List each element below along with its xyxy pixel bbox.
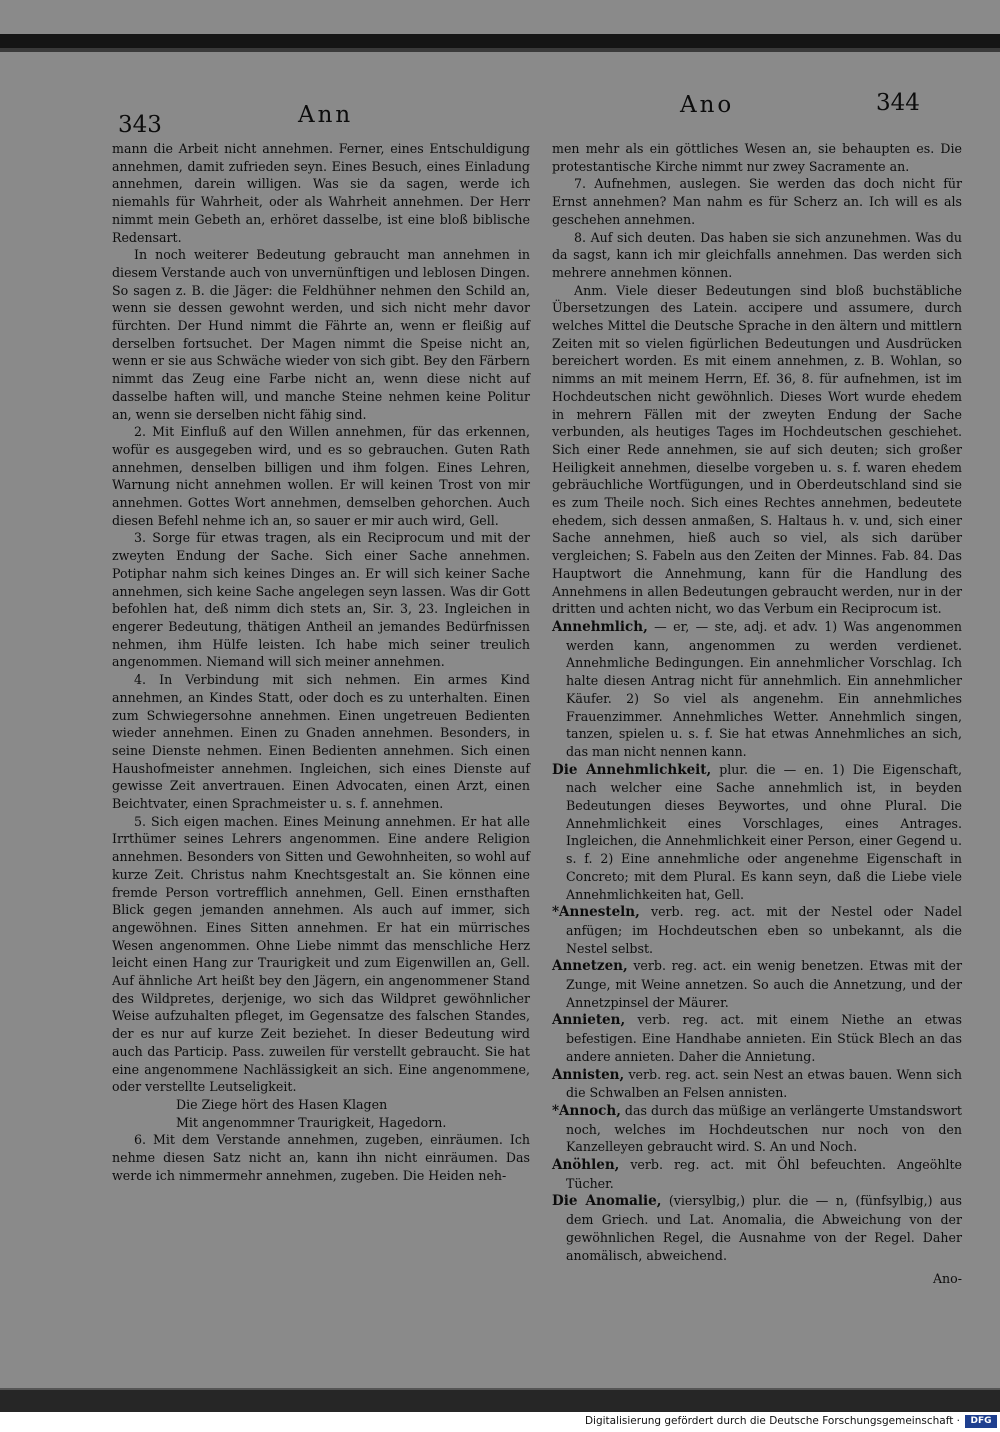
entry-text: verb. reg. act. sein Nest an etwas bauen. Wenn sich die Schwalben an Felsen annisten. <box>566 1066 962 1101</box>
right-paragraph: men mehr als ein göttliches Wesen an, sie behaupten es. Die protestantische Kirche nimmt nur zwey Sacramente an. <box>552 141 962 174</box>
right-paragraph: 7. Aufnehmen, auslegen. Sie werden das doch nicht für Ernst annehmen? Man nahm es für Scherz an. Ich will es als geschehen annehmen. <box>552 176 962 227</box>
entry-text: verb. reg. act. mit einem Niethe an etwas befestigen. Eine Handhabe annieten. Ein Stück Blech an das andere annieten. Daher die Annietung. <box>566 1012 962 1064</box>
right-page-body <box>552 140 962 1288</box>
right-page-header <box>552 88 962 140</box>
entry-text: das durch das müßige an verlängerte Umstandswort noch, welches im Hochdeutschen nur noch von den Kanzelleyen gebraucht wird. S. An und Noch. <box>566 1102 962 1155</box>
left-paragraph: In noch weiterer Bedeutung gebraucht man annehmen in diesem Verstande auch von unvernünftigen und leblosen Dingen. So sagen z. B. die Jäger: die Feldhühner nehmen den Schild an, wenn sie dessen gewohnt werden, und sich nicht mehr davor fürchten. Der Hund nimmt die Fährte an, wenn er fleißig auf derselben fortsuchet. Der Magen nimmt die Speise nicht an, wenn er sie aus Schwäche wieder von sich gibt. Bey den Färbern nimmt das Zeug eine Farbe nicht an, wenn diese nicht auf dasselbe haften will, und manche Steine nehmen keine Politur an, wenn sie derselben nicht fähig sind. <box>112 247 530 422</box>
entry-text: plur. die — en. 1) Die Eigenschaft, nach welcher eine Sache annehmlich ist, in beyden Bedeutungen dieses Beywortes, und ohne Plural. Die Annehmlichkeit eines Vorschlages, eines Antrages. Ingleichen, die Annehmlichkeit einer Person, einer Gegend u. s. f. 2) Eine annehmliche oder angenehme Eigenschaft in Concreto; mit dem Plural. Es kann seyn, daß die Liebe viele Annehmlichkeiten hat, Gell. <box>566 761 962 902</box>
scan-top-border-shadow <box>0 48 1000 52</box>
dictionary-entry <box>552 903 962 957</box>
dictionary-entry <box>552 761 962 904</box>
entry-headword: Die Annehmlichkeit, <box>552 761 712 778</box>
entry-headword: Anöhlen, <box>552 1157 620 1174</box>
verse-line: Die Ziege hört des Hasen Klagen <box>176 1096 388 1112</box>
dictionary-entry <box>552 1192 962 1264</box>
right-paragraph: 8. Auf sich deuten. Das haben sie sich anzunehmen. Was du da sagst, kann ich mir gleichfalls annehmen. Das werden sich mehrere annehmen können. <box>552 229 962 280</box>
left-paragraph: mann die Arbeit nicht annehmen. Ferner, eines Entschuldigung annehmen, damit zufrieden seyn. Eines Besuch, eines Einladung annehmen, darein willigen. Was sie da sagen, werde ich niemahls für Wahrheit, oder als Wahrheit annehmen. Der Herr nimmt mein Gebeth an, erhöret dasselbe, ist eine bloß biblische Redensart. <box>112 141 530 245</box>
entry-headword: *Annesteln, <box>552 904 640 921</box>
funding-notice: Digitalisierung gefördert durch die Deutsche Forschungsgemeinschaft · <box>584 1415 960 1427</box>
left-paragraph: 6. Mit dem Verstande annehmen, zugeben, einräumen. Ich nehme diesen Satz nicht an, kann ihn nicht einräumen. Das werde ich nimmermehr annehmen, zugeben. Die Heiden neh- <box>112 1132 530 1183</box>
entry-headword: *Annoch, <box>552 1102 621 1119</box>
left-page-header <box>112 88 530 140</box>
verse-line: Mit angenommner Traurigkeit, Hagedorn. <box>176 1114 447 1130</box>
entry-text: verb. reg. act. mit der Nestel oder Nadel anfügen; im Hochdeutschen eben so unbekannt, als die Nestel selbst. <box>566 904 962 956</box>
entry-headword: Die Anomalie, <box>552 1193 662 1210</box>
left-paragraph: 4. In Verbindung mit sich nehmen. Ein armes Kind annehmen, an Kindes Statt, oder doch es zu unterhalten. Einen zum Schwiegersohne annehmen. Einen ungetreuen Bedienten wieder annehmen. Einen zu Gnaden annehmen. Besonders, in seine Dienste nehmen. Einen Bedienten annehmen. Sich einen Haushofmeister annehmen. Ingleichen, sich eines Dienste auf gewisse Zeit anvertrauen. Einen Advocaten, einen Arzt, einen Beichtvater, einen Sprachmeister u. s. f. annehmen. <box>112 672 530 812</box>
left-paragraph: 3. Sorge für etwas tragen, als ein Reciprocum und mit der zweyten Endung der Sache. Sich einer Sache annehmen. Potiphar nahm sich keines Dinges an. Er will sich keiner Sache annehmen, sich keine Sache angelegen seyn lassen. Was dir Gott befohlen hat, deß nimm dich stets an, Sir. 3, 23. Ingleichen in engerer Bedeutung, thätigen Antheil an jemandes Bedürfnissen nehmen, ihm Hülfe leisten. Ich habe mich seiner treulich angenommen. Niemand will sich meiner annehmen. <box>112 530 530 670</box>
left-page <box>112 88 530 1184</box>
left-paragraph: 5. Sich eigen machen. Eines Meinung annehmen. Er hat alle Irrthümer seines Lehrers angenommen. Eine andere Religion annehmen. Besonders von Sitten und Gewohnheiten, so wohl auf kurze Zeit. Christus nahm Knechtsgestalt an. Sie können eine fremde Person vortrefflich annehmen, Gell. Einen ernsthaften Blick gegen jemanden annehmen. Als auch auf immer, sich angewöhnen. Eines Sitten annehmen. Er hat ein mürrisches Wesen angenommen. Ohne Liebe nimmt das menschliche Herz leicht einen Hang zur Traurigkeit und zum Eigenwillen an, Gell. Auf ähnliche Art heißt bey den Jägern, ein angenommener Stand des Wildpretes, derjenige, wo sich das Wildpret gewöhnlicher Weise aufzuhalten pfleget, im Gegensatze des falschen Standes, der es nur auf kurze Zeit beziehet. In dieser Bedeutung wird auch das Particip. Pass. zuweilen für verstellt gebraucht. Sie hat eine angenommene Nachlässigkeit an sich. Eine angenommene, oder verstellte Leutseligkeit. <box>112 813 530 1095</box>
dictionary-entry <box>552 957 962 1011</box>
entry-headword: Annetzen, <box>552 958 628 975</box>
dictionary-entry <box>552 1066 962 1102</box>
left-page-body <box>112 140 530 1184</box>
entry-text: (viersylbig,) plur. die — n, (fünfsylbig,) aus dem Griech. und Lat. Anomalia, die Abweichung von der gewöhnlichen Regel, die Ausnahme von der Regel. Daher anomälisch, abweichend. <box>566 1193 962 1263</box>
catchword: Ano- <box>932 1271 962 1287</box>
entry-headword: Annieten, <box>552 1012 626 1029</box>
scan-bottom-border <box>0 1390 1000 1412</box>
entry-text: verb. reg. act. ein wenig benetzen. Etwas mit der Zunge, mit Weine annetzen. So auch die Annetzung, und der Annetzpinsel der Mäurer. <box>566 958 962 1010</box>
digitization-footer <box>0 1412 1000 1432</box>
dfg-logo: DFG <box>965 1415 997 1428</box>
right-page-headword: Ano <box>680 92 735 118</box>
entry-headword: Annisten, <box>552 1066 625 1083</box>
left-page-number: 343 <box>118 112 162 138</box>
entry-text: — er, — ste, adj. et adv. 1) Was angenommen werden kann, angenommen zu werden verdienet. Annehmliche Bedingungen. Ein annehmlicher Vorschlag. Ich halte diesen Antrag nicht für annehmlich. Ein annehmlicher Käufer. 2) So viel als angenehm. Ein annehmliches Frauenzimmer. Annehmliches Wetter. Annehmlich singen, tanzen, spielen u. s. f. Sie hat etwas Annehmliches an sich, das man nicht nennen kann. <box>566 618 962 759</box>
entry-headword: Annehmlich, <box>552 618 648 635</box>
entry-text: verb. reg. act. mit Öhl befeuchten. Angeöhlte Tücher. <box>566 1157 962 1191</box>
scan-top-border <box>0 34 1000 48</box>
right-page-number: 344 <box>876 90 920 116</box>
left-paragraph: 2. Mit Einfluß auf den Willen annehmen, für das erkennen, wofür es ausgegeben wird, und es so gebrauchen. Guten Rath annehmen, denselben billigen und ihm folgen. Eines Lehren, Warnung nicht annehmen wollen. Er will keinen Trost von mir annehmen. Gottes Wort annehmen, demselben gehorchen. Auch diesen Befehl nehme ich an, so sauer er mir auch wird, Gell. <box>112 424 530 528</box>
dictionary-entry <box>552 618 962 761</box>
right-paragraph: Anm. Viele dieser Bedeutungen sind bloß buchstäbliche Übersetzungen des Latein. accipere und assumere, durch welches Mittel die Deutsche Sprache in den ältern und mittlern Zeiten mit so vielen figürlichen Bedeutungen und Ausdrücken bereichert worden. Es mit einem annehmen, z. B. Wohlan, so nimms an mit meinem Herrn, Ef. 36, 8. für aufnehmen, ist im Hochdeutschen nicht gewöhnlich. Dieses Wort wurde ehedem in mehrern Fällen mit der zweyten Endung der Sache verbunden, als heutiges Tages im Hochdeutschen geschiehet. Sich einer Rede annehmen, sie auf sich deuten; sich großer Heiligkeit annehmen, dieselbe vorgeben u. s. f. waren ehedem gebräuchliche Wortfügungen, und in Oberdeutschland sind sie es zum Theile noch. Sich eines Rechtes annehmen, bedeutete ehedem, sich dessen anmaßen, S. Haltaus h. v. und, sich einer Sache annehmen, hieß auch so viel, als sich darüber vergleichen; S. Fabeln aus den Zeiten der Minnes. Fab. 84. Das Hauptwort die Annehmung, kann für die Handlung des Annehmens in allen Bedeutungen gebraucht werden, nur in der dritten und achten nicht, wo das Verbum ein Reciprocum ist. <box>552 282 962 617</box>
dictionary-entry <box>552 1011 962 1065</box>
dictionary-entry <box>552 1156 962 1192</box>
dictionary-entry <box>552 1102 962 1156</box>
left-page-headword: Ann <box>298 102 354 128</box>
right-page <box>552 88 962 1288</box>
